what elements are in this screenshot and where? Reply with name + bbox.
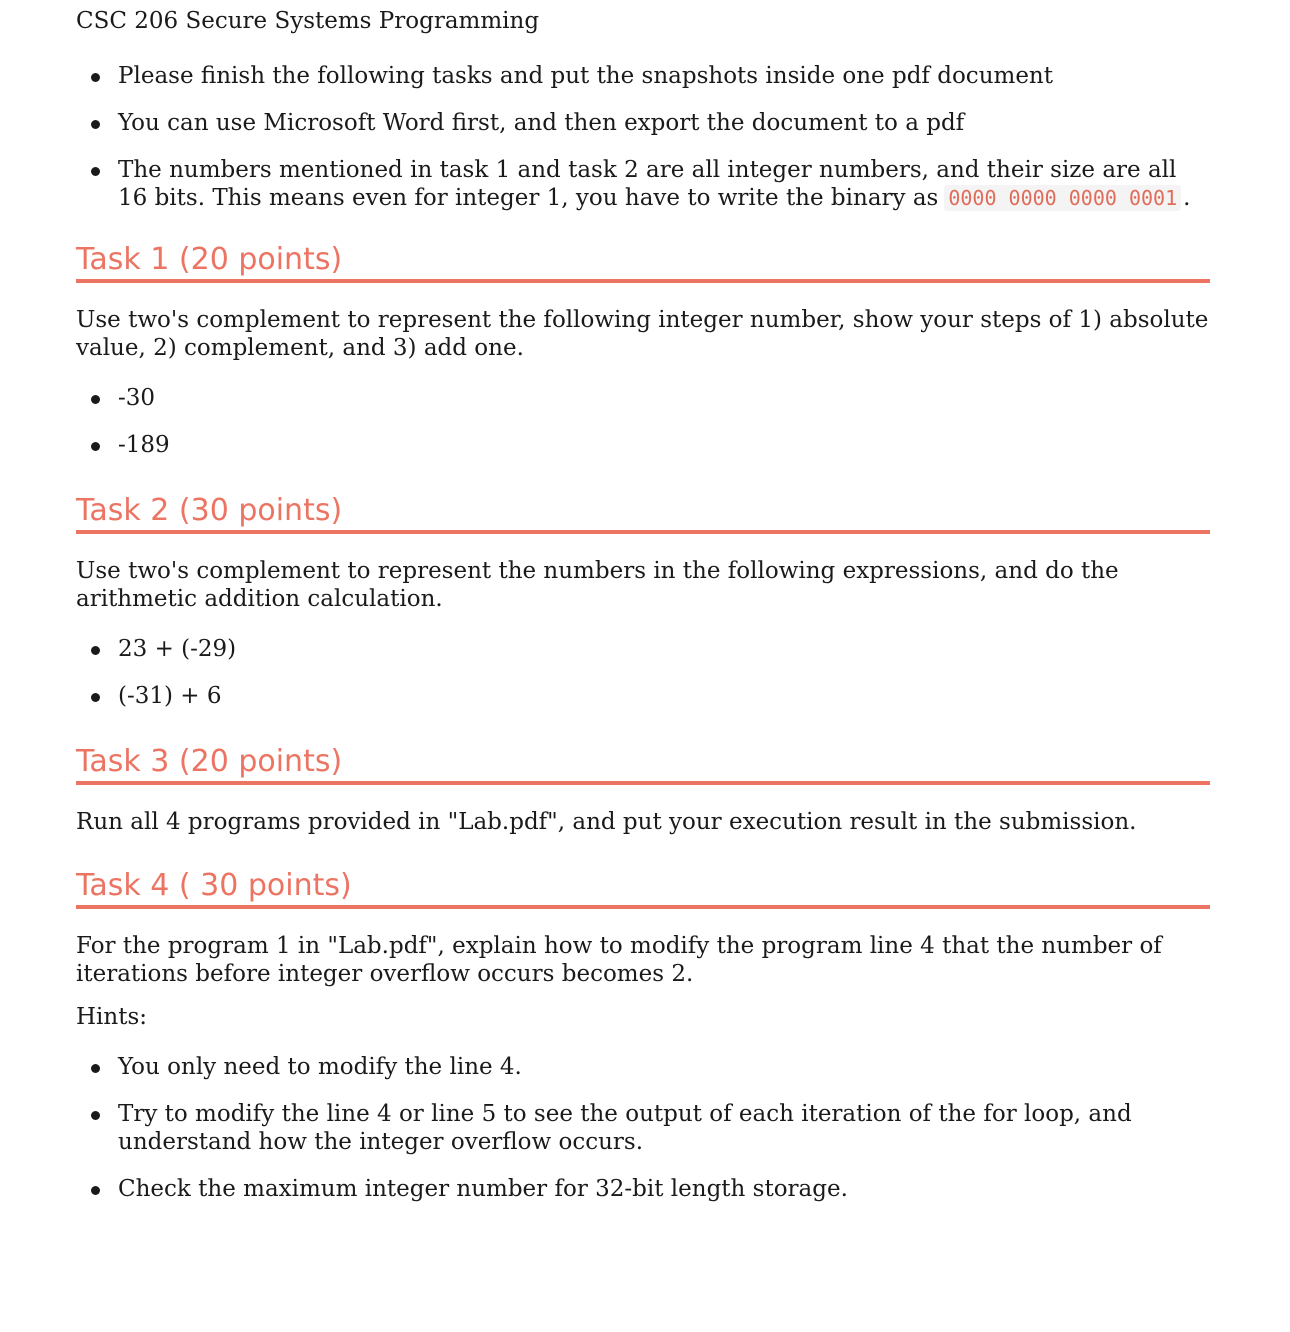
bullet-icon: [91, 73, 100, 82]
bullet-icon: [91, 1064, 100, 1073]
bullet-icon: [91, 1186, 100, 1195]
list-item: [76, 1053, 1210, 1081]
task2-list: [76, 635, 1210, 710]
task3-description: Run all 4 programs provided in "Lab.pdf", and put your execution result in the submission.: [76, 809, 1137, 835]
intro-bullet-1: Please finish the following tasks and put the snapshots inside one pdf document: [118, 63, 1053, 89]
list-item: [76, 635, 1210, 663]
task2-description: Use two's complement to represent the numbers in the following expressions, and do the arithmetic addition calculation.: [76, 558, 1119, 612]
task2-heading: Task 2 (30 points): [76, 492, 1210, 534]
task4-description: For the program 1 in "Lab.pdf", explain how to modify the program line 4 that the number of iterations before integer overflow occurs becomes 2.: [76, 933, 1162, 987]
task4-heading: Task 4 ( 30 points): [76, 867, 1210, 909]
bullet-icon: [91, 167, 100, 176]
bullet-icon: [91, 693, 100, 702]
intro-bullet-2: You can use Microsoft Word first, and then export the document to a pdf: [118, 110, 965, 136]
hint-item-2: Try to modify the line 4 or line 5 to see the output of each iteration of the for loop, and understand how the integer overflow occurs.: [118, 1101, 1132, 1155]
list-item: [76, 431, 1210, 459]
task1-heading: Task 1 (20 points): [76, 241, 1210, 283]
course-title: CSC 206 Secure Systems Programming: [76, 8, 540, 34]
hint-item-3: Check the maximum integer number for 32-bit length storage.: [118, 1176, 848, 1202]
integer-note-end: .: [1183, 185, 1191, 211]
hint-item-1: You only need to modify the line 4.: [118, 1054, 522, 1080]
task1-item-2: -189: [118, 432, 170, 458]
hints-label: Hints:: [76, 1004, 148, 1030]
task1-item-1: -30: [118, 385, 156, 411]
task3-heading: Task 3 (20 points): [76, 743, 1210, 785]
task2-item-2: (-31) + 6: [118, 683, 222, 709]
list-item: [76, 384, 1210, 412]
list-item: [76, 1100, 1210, 1156]
bullet-icon: [91, 442, 100, 451]
bullet-icon: [91, 120, 100, 129]
binary-example-code: 0000 0000 0000 0001: [944, 185, 1181, 211]
bullet-icon: [91, 1111, 100, 1120]
list-item: [76, 109, 1210, 137]
task1-description: Use two's complement to represent the following integer number, show your steps of 1) absolute value, 2) complement, and 3) add one.: [76, 307, 1209, 361]
list-item: [76, 62, 1210, 90]
list-item: [76, 682, 1210, 710]
list-item: [76, 1175, 1210, 1203]
task2-item-1: 23 + (-29): [118, 636, 237, 662]
bullet-icon: [91, 395, 100, 404]
task1-list: [76, 384, 1210, 459]
intro-list: [76, 62, 1210, 212]
list-item: [76, 156, 1210, 212]
hints-list: [76, 1053, 1210, 1203]
integer-note-text: The numbers mentioned in task 1 and task 2 are all integer numbers, and their size are all 16 bits. This means even for integer 1, you have to write the binary as: [118, 157, 1177, 211]
bullet-icon: [91, 646, 100, 655]
